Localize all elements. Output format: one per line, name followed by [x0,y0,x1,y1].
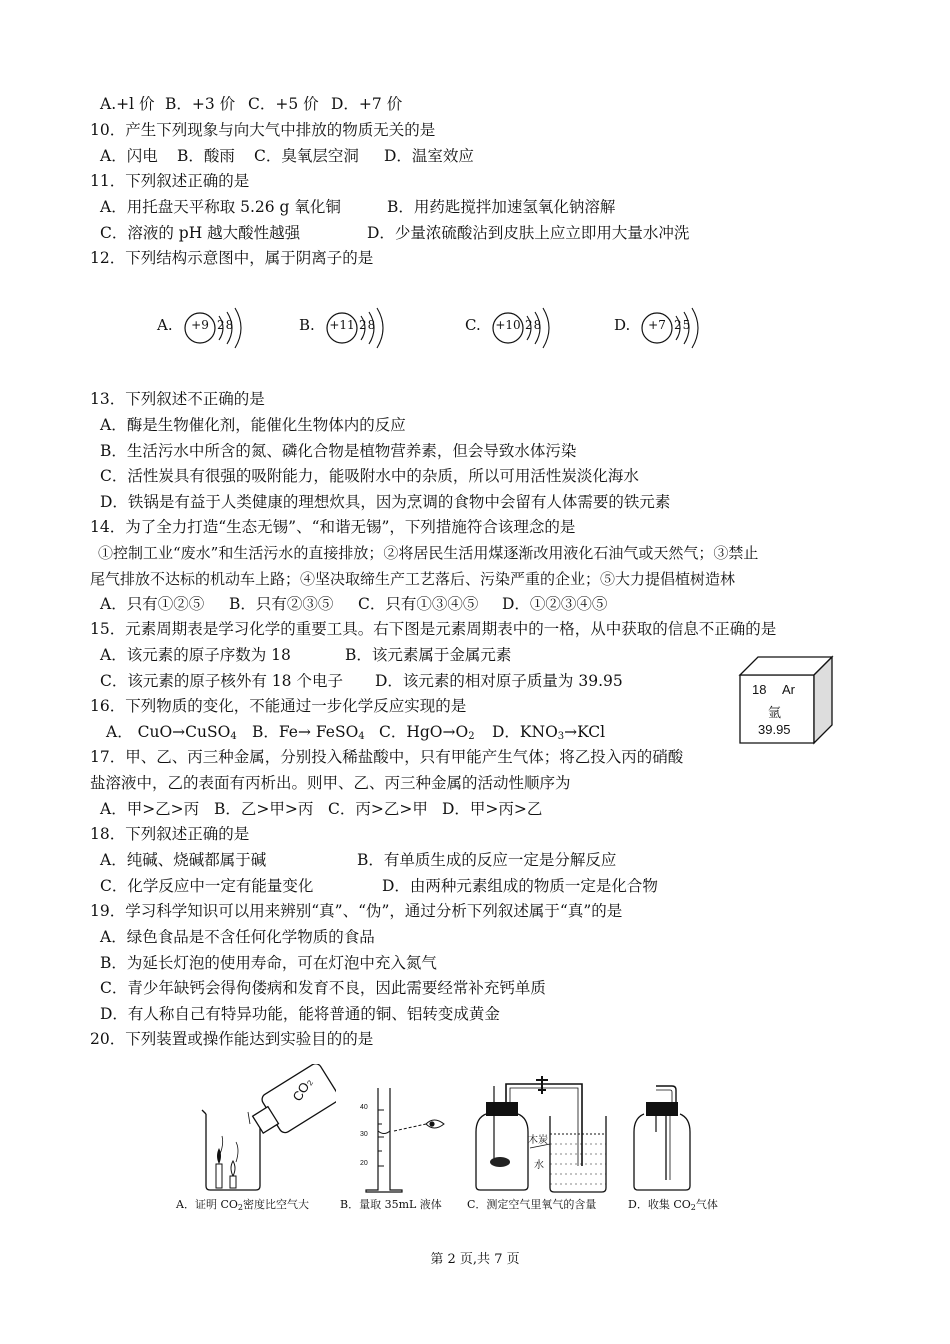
q10-option-d: D．温室效应 [384,147,474,165]
q16-option-b-text: B．Fe→ FeSO [252,723,359,741]
q16-option-c-sub: 2 [468,731,475,742]
atom-b-shells: 28 [359,318,377,332]
q16-option-a-text: A． CuO→CuSO [106,723,231,741]
q10-option-c: C．臭氧层空洞 [254,147,359,165]
cylinder-mark-30: 30 [360,1131,368,1138]
caption-d-tail: 气体 [695,1198,718,1211]
q16-option-c-text: C．HgO→O [379,723,469,741]
q19-option-c: C．青少年缺钙会得佝偻病和发育不良，因此需要经常补充钙单质 [100,979,546,997]
q14-stem: 14．为了全力打造“生态无锡”、“和谐无锡”，下列措施符合该理念的是 [90,518,576,536]
q15-option-d: D．该元素的相对原子质量为 39.95 [375,672,623,690]
q15-option-c: C．该元素的原子核外有 18 个电子 [100,672,343,690]
q13-option-d: D．铁锅是有益于人类健康的理想炊具，因为烹调的食物中会留有人体需要的铁元素 [100,493,671,511]
caption-c: C．测定空气里氧气的含量 [467,1198,597,1211]
q17-option-c: C．丙>乙>甲 [328,800,428,818]
q16-option-d-sub: 3 [557,731,565,742]
cylinder-mark-40: 40 [360,1104,368,1111]
atom-c-shells: 28 [525,318,543,332]
label-water: 水 [534,1160,544,1171]
q19-option-d: D．有人称自己有特异功能，能将普通的铜、铝转变成黄金 [100,1005,500,1023]
q17-option-d: D．甲>丙>乙 [442,800,543,818]
q11-option-c: C．溶液的 pH 越大酸性越强 [100,224,301,242]
atom-diagram-c [465,306,555,350]
periodic-table-cell [738,655,834,745]
q15-option-b: B．该元素属于金属元素 [345,646,512,664]
caption-d [628,1196,718,1212]
q14-option-d: D．①②③④⑤ [502,595,608,613]
caption-a-tail: 密度比空气大 [242,1198,309,1211]
caption-d-text: D．收集 CO [628,1198,691,1211]
q16-option-d-tail: →KCl [564,723,606,741]
atom-a-shells: 28 [217,318,235,332]
caption-b: B．量取 35mL 液体 [340,1198,442,1211]
q13-option-c: C．活性炭具有很强的吸附能力，能吸附水中的杂质，所以可用活性炭淡化海水 [100,467,639,485]
q12-stem: 12．下列结构示意图中，属于阴离子的是 [90,249,374,267]
cylinder-mark-20: 20 [360,1160,368,1167]
q14-option-c: C．只有①③④⑤ [358,595,479,613]
atom-d-shells: 25 [674,318,692,332]
atom-b-letter: B. [299,316,315,334]
q16-option-b-sub: 4 [358,731,365,742]
q19-option-b: B．为延长灯泡的使用寿命，可在灯泡中充入氮气 [100,954,437,972]
q14-option-a: A．只有①②⑤ [100,595,205,613]
q13-stem: 13．下列叙述不正确的是 [90,390,265,408]
label-carbon: 木炭 [528,1135,548,1146]
q13-option-b: B．生活污水中所含的氮、磷化合物是植物营养素，但会导致水体污染 [100,442,577,460]
cell-name: 氩 [768,706,782,721]
cell-symbol: Ar [782,682,795,697]
caption-a-sub: 2 [237,1203,243,1212]
q9-option-c: C．+5 价 [248,95,319,113]
q19-option-a: A．绿色食品是不含任何化学物质的食品 [100,928,375,946]
caption-a-text: A．证明 CO [176,1198,238,1211]
cell-atomic-mass: 39.95 [758,722,791,737]
q17-option-b: B．乙>甲>丙 [214,800,314,818]
q15-option-a: A．该元素的原子序数为 18 [100,646,291,664]
atom-diagram-a [157,306,247,350]
q9-option-d: D．+7 价 [331,95,403,113]
q18-option-a: A．纯碱、烧碱都属于碱 [100,851,267,869]
q16-stem: 16．下列物质的变化，不能通过一步化学反应实现的是 [90,697,467,715]
caption-a [176,1196,309,1212]
q18-option-c: C．化学反应中一定有能量变化 [100,877,314,895]
atom-d-nucleus: +7 [648,318,666,332]
atom-c-nucleus: +10 [495,318,521,332]
q10-option-a: A．闪电 [100,147,158,165]
q11-stem: 11．下列叙述正确的是 [90,172,250,190]
q16-option-b [252,722,365,742]
cell-atomic-number: 18 [752,682,767,697]
q16-option-a-sub: 4 [230,731,237,742]
q18-stem: 18．下列叙述正确的是 [90,825,250,843]
q20-stem: 20．下列装置或操作能达到实验目的的是 [90,1030,374,1048]
q14-measures-line2: 尾气排放不达标的机动车上路；④坚决取缔生产工艺落后、污染严重的企业；⑤大力提倡植树造林 [90,570,736,588]
atom-diagram-d [614,306,704,350]
atom-b-nucleus: +11 [329,318,355,332]
q17-option-a: A．甲>乙>丙 [100,800,200,818]
q15-stem: 15．元素周期表是学习化学的重要工具。右下图是元素周期表中的一格，从中获取的信息不正确的是 [90,620,777,638]
atom-a-nucleus: +9 [191,318,209,332]
atom-c-letter: C. [465,316,481,334]
page-footer: 第 2 页,共 7 页 [430,1252,520,1267]
q17-stem-line1: 17．甲、乙、丙三种金属，分别投入稀盐酸中，只有甲能产生气体；将乙投入丙的硝酸 [90,748,684,766]
q13-option-a: A．酶是生物催化剂，能催化生物体内的反应 [100,416,406,434]
q14-option-b: B．只有②③⑤ [229,595,334,613]
q10-stem: 10．产生下列现象与向大气中排放的物质无关的是 [90,121,436,139]
q19-stem: 19．学习科学知识可以用来辨别“真”、“伪”，通过分析下列叙述属于“真”的是 [90,902,623,920]
atom-d-letter: D. [614,316,631,334]
q17-stem-line2: 盐溶液中，乙的表面有丙析出。则甲、乙、丙三种金属的活动性顺序为 [90,774,571,792]
q9-option-b: B．+3 价 [165,95,236,113]
apparatus-d-graphic [630,1084,696,1194]
q16-option-c [379,722,475,742]
q11-option-d: D．少量浓硫酸沾到皮肤上应立即用大量水冲洗 [367,224,690,242]
q14-measures-line1: ①控制工业“废水”和生活污水的直接排放；②将居民生活用煤逐渐改用液化石油气或天然气；③禁止 [98,544,759,562]
caption-d-sub: 2 [690,1203,696,1212]
q16-option-d-text: D．KNO [492,723,558,741]
q11-option-a: A．用托盘天平称取 5.26 g 氧化铜 [100,198,341,216]
q18-option-b: B．有单质生成的反应一定是分解反应 [357,851,617,869]
q16-option-d [492,722,605,742]
atom-diagram-b [299,306,389,350]
q11-option-b: B．用药匙搅拌加速氢氧化钠溶解 [387,198,616,216]
atom-a-letter: A. [157,316,173,334]
q9-option-a: A.+l 价 [100,95,155,113]
q10-option-b: B．酸雨 [177,147,235,165]
co2-bottle-label: CO₂ [289,1075,316,1104]
q16-option-a [106,722,237,742]
q18-option-d: D．由两种元素组成的物质一定是化合物 [382,877,658,895]
